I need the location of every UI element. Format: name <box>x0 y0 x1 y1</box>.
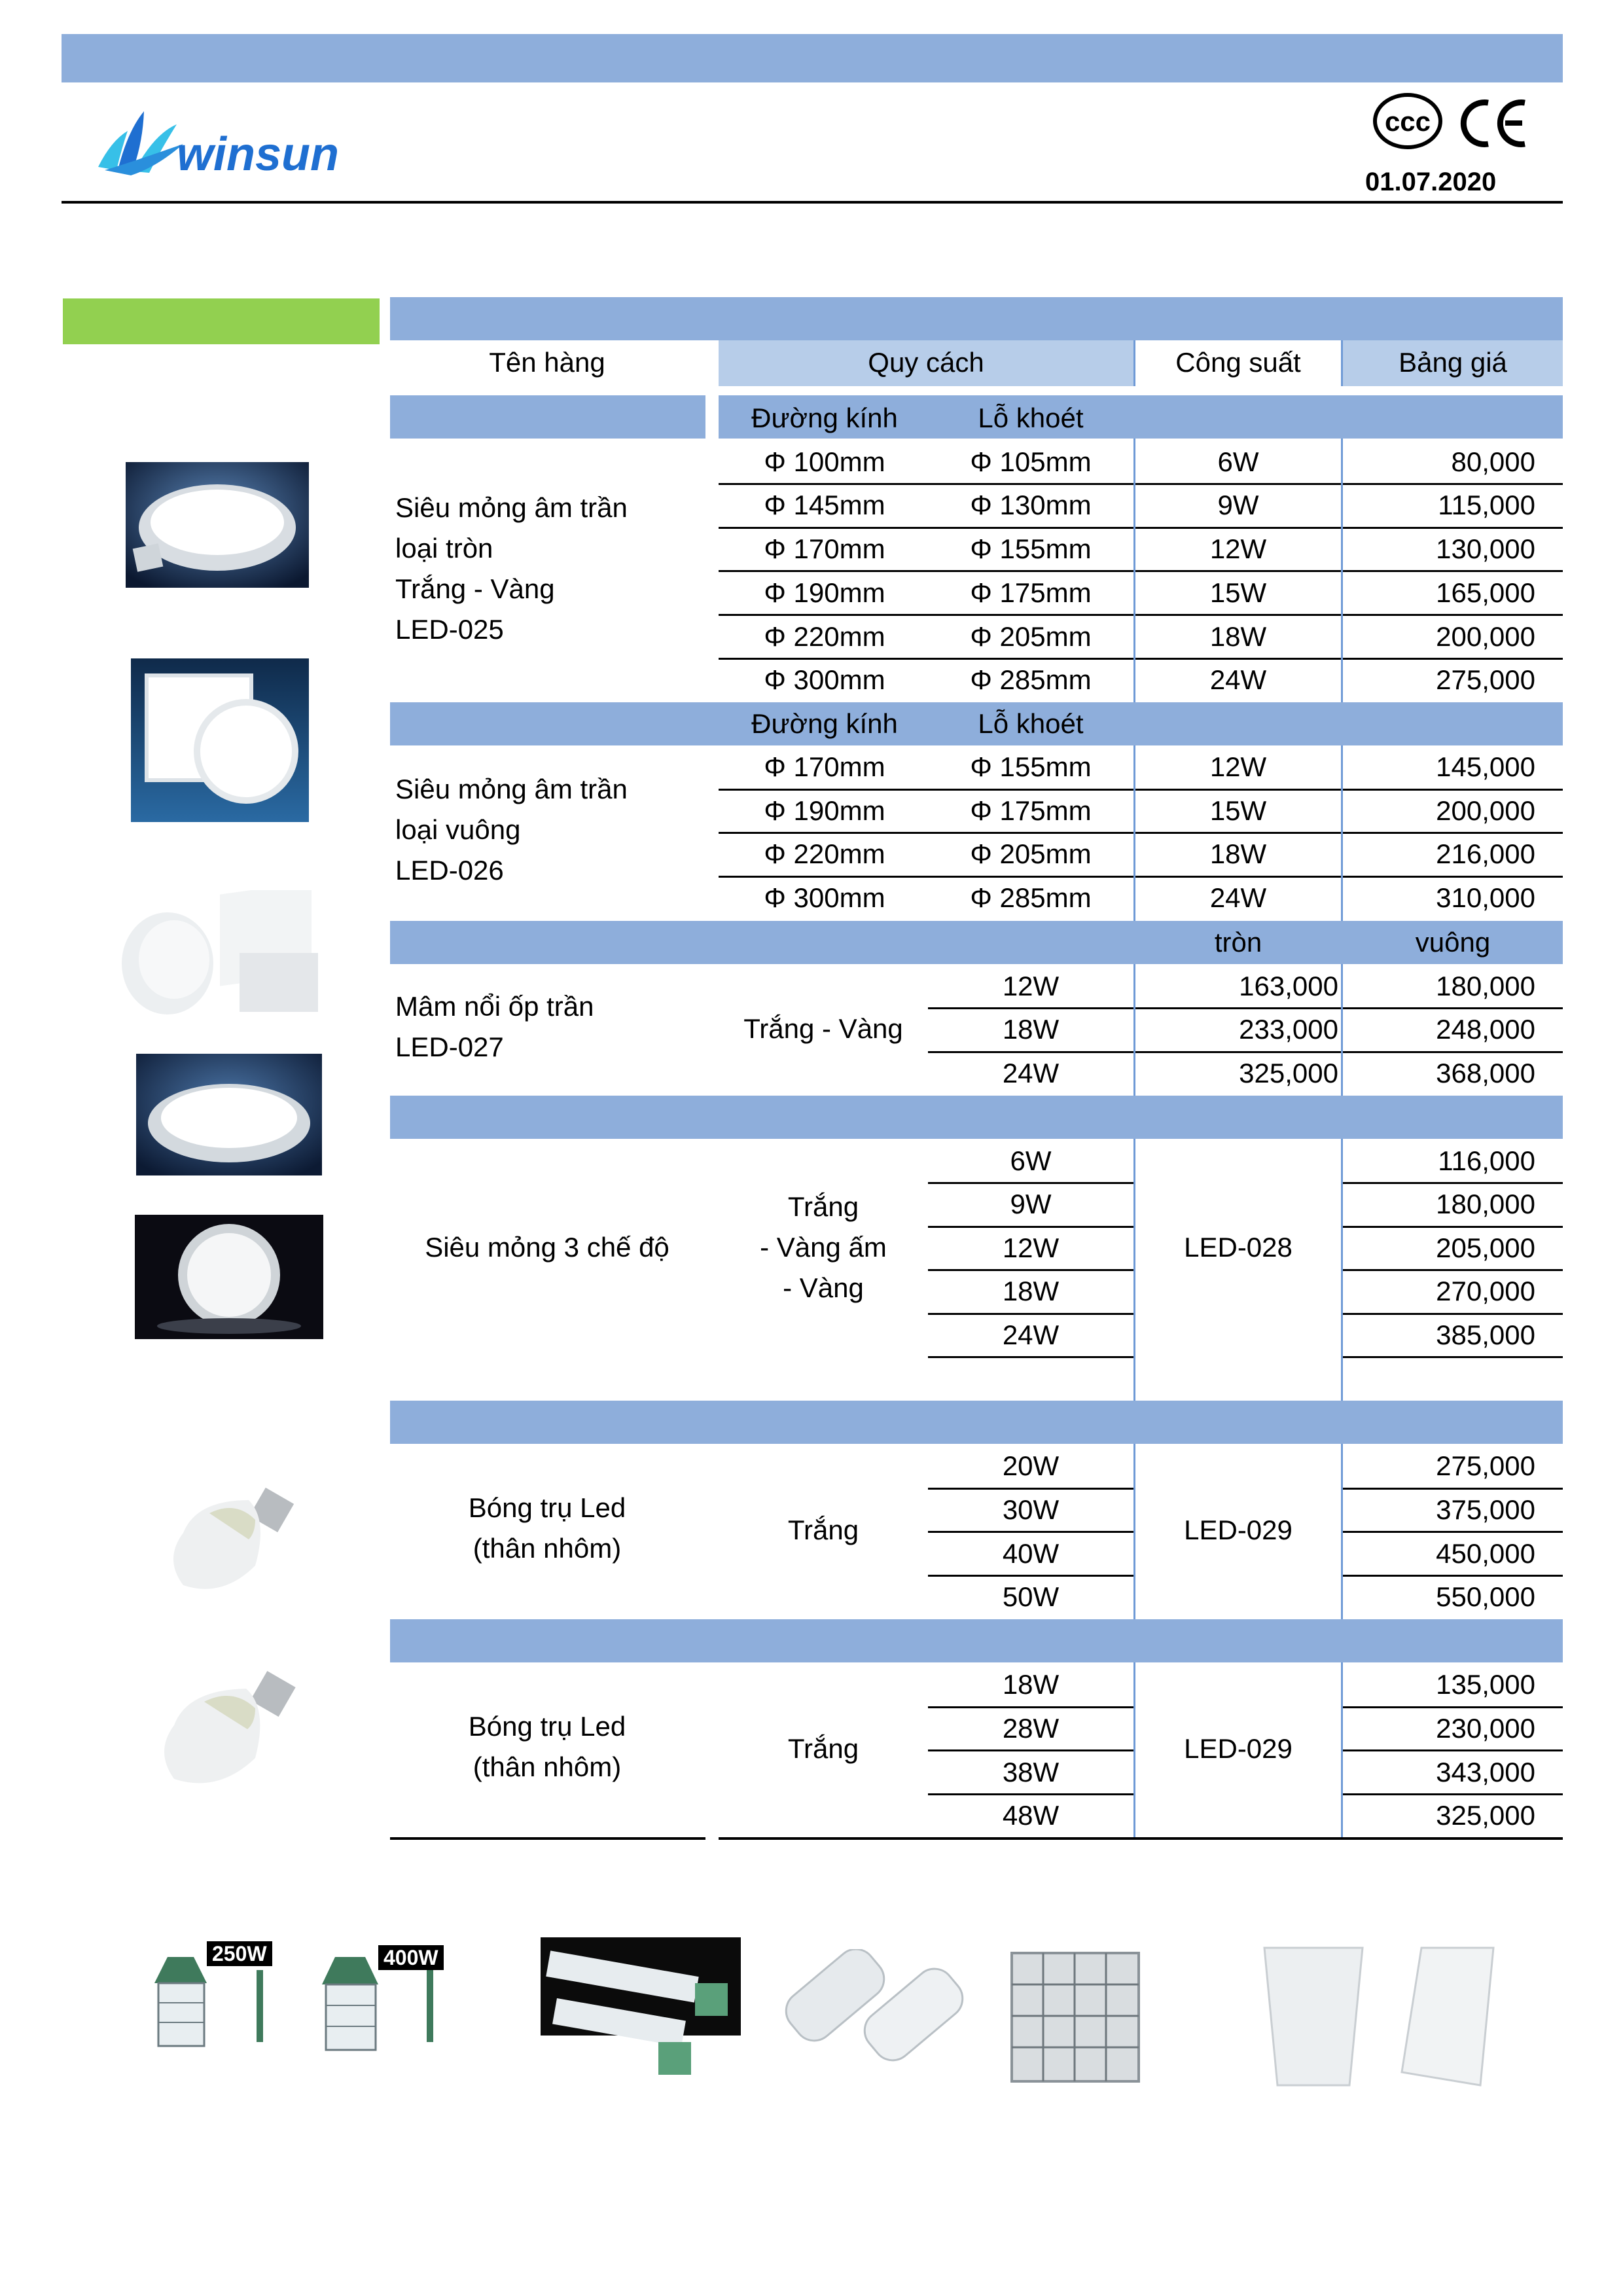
s6-r0-rule-a <box>928 1706 1133 1708</box>
section3-color: Trắng - Vàng <box>743 1013 903 1044</box>
s1-r3-hole: Φ 175mm <box>970 577 1092 608</box>
explosion-proof-tube-image <box>541 1937 741 2088</box>
section2-sub-diameter: Đường kính <box>751 708 898 739</box>
s1-r0-diameter: Φ 100mm <box>764 446 885 477</box>
header-divider <box>62 201 1563 204</box>
s3-r1-square: 248,000 <box>1436 1014 1535 1045</box>
section1-band-left <box>390 395 705 439</box>
col-header-spec: Quy cách <box>868 347 984 378</box>
s3-r0-round: 163,000 <box>1239 971 1338 1001</box>
section5-name-line2: (thân nhôm) <box>473 1533 622 1564</box>
s1-r1-diameter: Φ 145mm <box>764 490 885 520</box>
s1-r5-power: 24W <box>1209 664 1267 695</box>
table-bottom-left <box>390 1837 705 1840</box>
s3-vline-1 <box>1133 964 1135 1096</box>
s4-vline-1 <box>1133 1139 1135 1401</box>
section1-sub-hole: Lỗ khoét <box>978 403 1084 433</box>
s1-r1-rule <box>719 527 1563 529</box>
section5-color: Trắng <box>787 1515 859 1545</box>
s5-r2-price: 450,000 <box>1436 1538 1535 1569</box>
s1-vline-2 <box>1341 439 1343 702</box>
s5-vline-2 <box>1341 1444 1343 1619</box>
s6-r1-rule-a <box>928 1749 1133 1751</box>
section6-band <box>390 1619 1563 1662</box>
s2-r1-price: 200,000 <box>1436 795 1535 826</box>
s4-r3-power: 18W <box>1002 1276 1060 1306</box>
section2-name-line2: loại vuông <box>395 814 521 845</box>
col-header-name: Tên hàng <box>489 347 605 378</box>
s5-r1-rule-b <box>1343 1531 1563 1533</box>
s4-r4-rule-a <box>928 1356 1133 1358</box>
s1-r2-hole: Φ 155mm <box>970 533 1092 564</box>
s6-r1-power: 28W <box>1002 1713 1060 1744</box>
s4-r2-power: 12W <box>1002 1232 1060 1263</box>
s4-r3-rule-b <box>1343 1313 1563 1315</box>
section1-sub-diameter: Đường kính <box>751 403 898 433</box>
section1-name-line2: loại tròn <box>395 533 493 564</box>
badge-400w: 400W <box>378 1945 444 1970</box>
s1-r4-rule <box>719 658 1563 660</box>
s1-r4-power: 18W <box>1209 621 1267 652</box>
s4-r1-price: 180,000 <box>1436 1189 1535 1219</box>
s2-r3-diameter: Φ 300mm <box>764 882 885 913</box>
s4-r4-power: 24W <box>1002 1319 1060 1350</box>
logo-leaf-icon <box>98 111 183 175</box>
led-bulb-image-1 <box>157 1474 314 1605</box>
s2-r0-diameter: Φ 170mm <box>764 751 885 782</box>
s2-r0-price: 145,000 <box>1436 751 1535 782</box>
led-bulb-image-2 <box>151 1660 314 1799</box>
section5-name-line1: Bóng trụ Led <box>468 1492 626 1523</box>
s3-r1-power: 18W <box>1002 1014 1060 1045</box>
s4-r0-rule-a <box>928 1182 1133 1184</box>
s1-r5-diameter: Φ 300mm <box>764 664 885 695</box>
s1-r5-price: 275,000 <box>1436 664 1535 695</box>
section5-band <box>390 1401 1563 1444</box>
section4-color-line1: Trắng <box>787 1191 859 1222</box>
s1-r0-hole: Φ 105mm <box>970 446 1092 477</box>
s6-r0-price: 135,000 <box>1436 1669 1535 1700</box>
s4-r2-price: 205,000 <box>1436 1232 1535 1263</box>
section3-name-line2: LED-027 <box>395 1031 504 1062</box>
s2-r1-diameter: Φ 190mm <box>764 795 885 826</box>
s6-r0-rule-b <box>1343 1706 1563 1708</box>
section2-sub-hole: Lỗ khoét <box>978 708 1084 739</box>
s2-r2-diameter: Φ 220mm <box>764 838 885 869</box>
section4-color-line3: - Vàng <box>783 1272 864 1303</box>
section6-code: LED-029 <box>1184 1733 1293 1764</box>
s5-r0-price: 275,000 <box>1436 1450 1535 1481</box>
s4-r4-price: 385,000 <box>1436 1319 1535 1350</box>
s6-r2-power: 38W <box>1002 1757 1060 1787</box>
s4-r1-rule-a <box>928 1226 1133 1228</box>
section2-name-line1: Siêu mỏng âm trần <box>395 774 628 804</box>
section4-code: LED-028 <box>1184 1232 1293 1263</box>
s3-r0-square: 180,000 <box>1436 971 1535 1001</box>
s5-r0-power: 20W <box>1002 1450 1060 1481</box>
svg-text:ccc: ccc <box>1384 106 1431 137</box>
s5-r0-rule-b <box>1343 1488 1563 1490</box>
round-slim-panel-image <box>136 1054 322 1175</box>
s4-r4-rule-b <box>1343 1356 1563 1358</box>
col-header-price: Bảng giá <box>1399 347 1507 378</box>
square-panel-image <box>131 658 309 822</box>
s3-r1-round: 233,000 <box>1239 1014 1338 1045</box>
s5-r2-power: 40W <box>1002 1538 1060 1569</box>
s2-r1-hole: Φ 175mm <box>970 795 1092 826</box>
s1-r1-price: 115,000 <box>1438 490 1535 520</box>
section4-color-line2: - Vàng ấm <box>760 1232 887 1263</box>
section4-band <box>390 1096 1563 1139</box>
three-mode-downlight-image <box>135 1215 323 1339</box>
s2-r3-price: 310,000 <box>1436 882 1535 913</box>
s3-r0-rule <box>928 1007 1563 1009</box>
s1-r3-rule <box>719 614 1563 616</box>
s2-r2-power: 18W <box>1209 838 1267 869</box>
section6-color: Trắng <box>787 1733 859 1764</box>
s2-r0-hole: Φ 155mm <box>970 751 1092 782</box>
grille-fixture-image <box>1005 1949 1145 2087</box>
table-top-band <box>390 297 1563 340</box>
category-marker <box>63 298 380 344</box>
s6-r3-power: 48W <box>1002 1800 1060 1831</box>
s4-r1-power: 9W <box>1010 1189 1052 1219</box>
s5-vline-1 <box>1133 1444 1135 1619</box>
s2-r0-power: 12W <box>1209 751 1267 782</box>
section3-name-line1: Mâm nổi ốp trần <box>395 991 594 1022</box>
s4-vline-2 <box>1341 1139 1343 1401</box>
top-banner <box>62 34 1563 82</box>
s3-r2-square: 368,000 <box>1436 1058 1535 1088</box>
section1-name-line3: Trắng - Vàng <box>395 573 555 604</box>
s6-r2-price: 343,000 <box>1436 1757 1535 1787</box>
s5-r1-price: 375,000 <box>1436 1494 1535 1525</box>
s1-r3-power: 15W <box>1209 577 1267 608</box>
s6-r2-rule-b <box>1343 1793 1563 1795</box>
s4-r0-power: 6W <box>1010 1145 1052 1176</box>
brand-wordmark: winsun <box>177 128 339 180</box>
section6-name-line1: Bóng trụ Led <box>468 1711 626 1742</box>
round-panel-image <box>126 462 309 588</box>
s3-r1-rule <box>928 1051 1563 1053</box>
s6-vline-2 <box>1341 1662 1343 1838</box>
s4-r2-rule-a <box>928 1269 1133 1271</box>
s1-r2-diameter: Φ 170mm <box>764 533 885 564</box>
s5-r3-power: 50W <box>1002 1581 1060 1612</box>
s1-r0-rule <box>719 483 1563 485</box>
s1-r2-price: 130,000 <box>1436 533 1535 564</box>
section3-sub-round: tròn <box>1214 927 1262 958</box>
s3-r0-power: 12W <box>1002 971 1060 1001</box>
s2-r2-hole: Φ 205mm <box>970 838 1092 869</box>
s4-r3-rule-a <box>928 1313 1133 1315</box>
s5-r1-power: 30W <box>1002 1494 1060 1525</box>
s1-r0-price: 80,000 <box>1451 446 1535 477</box>
s1-r0-power: 6W <box>1217 446 1259 477</box>
s1-r1-hole: Φ 130mm <box>970 490 1092 520</box>
section4-name: Siêu mỏng 3 chế độ <box>425 1232 669 1263</box>
s3-vline-2 <box>1341 964 1343 1096</box>
brand-logo <box>92 105 353 180</box>
s5-r1-rule-a <box>928 1531 1133 1533</box>
s4-r3-price: 270,000 <box>1436 1276 1535 1306</box>
s2-r0-rule <box>719 789 1563 791</box>
section6-name-line2: (thân nhôm) <box>473 1751 622 1782</box>
s2-r3-hole: Φ 285mm <box>970 882 1092 913</box>
s2-vline-1 <box>1133 745 1135 921</box>
ce-mark-icon <box>1454 93 1533 152</box>
explosion-proof-lamp-400w <box>305 1937 469 2077</box>
s1-r4-diameter: Φ 220mm <box>764 621 885 652</box>
document-date: 01.07.2020 <box>1365 168 1497 196</box>
s2-r1-rule <box>719 832 1563 834</box>
section3-sub-square: vuông <box>1415 927 1491 958</box>
section5-code: LED-029 <box>1184 1515 1293 1545</box>
s4-r1-rule-b <box>1343 1226 1563 1228</box>
s1-r4-price: 200,000 <box>1436 621 1535 652</box>
s3-r2-round: 325,000 <box>1239 1058 1338 1088</box>
s1-vline-1 <box>1133 439 1135 702</box>
s2-r3-power: 24W <box>1209 882 1267 913</box>
s4-r0-price: 116,000 <box>1438 1145 1535 1176</box>
s4-r2-rule-b <box>1343 1269 1563 1271</box>
col-header-power: Công suất <box>1175 347 1301 378</box>
s5-r0-rule-a <box>928 1488 1133 1490</box>
s5-r2-rule-a <box>928 1575 1133 1577</box>
s6-vline-1 <box>1133 1662 1135 1838</box>
s2-r2-rule <box>719 876 1563 878</box>
table-bottom-right <box>719 1837 1563 1840</box>
s2-r1-power: 15W <box>1209 795 1267 826</box>
s6-r3-price: 325,000 <box>1436 1800 1535 1831</box>
s2-r2-price: 216,000 <box>1436 838 1535 869</box>
section1-name-line4: LED-025 <box>395 614 504 645</box>
section2-name-line3: LED-026 <box>395 855 504 886</box>
s2-vline-2 <box>1341 745 1343 921</box>
s5-r2-rule-b <box>1343 1575 1563 1577</box>
s4-r0-rule-b <box>1343 1182 1563 1184</box>
ccc-mark-icon <box>1372 92 1444 151</box>
s6-r1-price: 230,000 <box>1436 1713 1535 1744</box>
s6-r1-rule-b <box>1343 1749 1563 1751</box>
s1-r1-power: 9W <box>1217 490 1259 520</box>
section1-name-line1: Siêu mỏng âm trần <box>395 492 628 523</box>
batten-fixture-image <box>1251 1941 1508 2093</box>
badge-250w: 250W <box>207 1941 272 1966</box>
surface-mount-image <box>111 890 342 1034</box>
s1-r2-rule <box>719 570 1563 572</box>
s1-r3-diameter: Φ 190mm <box>764 577 885 608</box>
s1-r4-hole: Φ 205mm <box>970 621 1092 652</box>
s1-r5-hole: Φ 285mm <box>970 664 1092 695</box>
s1-r2-power: 12W <box>1209 533 1267 564</box>
s1-r3-price: 165,000 <box>1436 577 1535 608</box>
s3-r2-power: 24W <box>1002 1058 1060 1088</box>
s6-r2-rule-a <box>928 1793 1133 1795</box>
header-divider-2 <box>1341 340 1343 386</box>
explosion-proof-lamp-250w <box>135 1937 298 2077</box>
s6-r0-power: 18W <box>1002 1669 1060 1700</box>
waterproof-fixture-image <box>776 1949 975 2066</box>
s5-r3-price: 550,000 <box>1436 1581 1535 1612</box>
header-divider-1 <box>1133 340 1135 386</box>
